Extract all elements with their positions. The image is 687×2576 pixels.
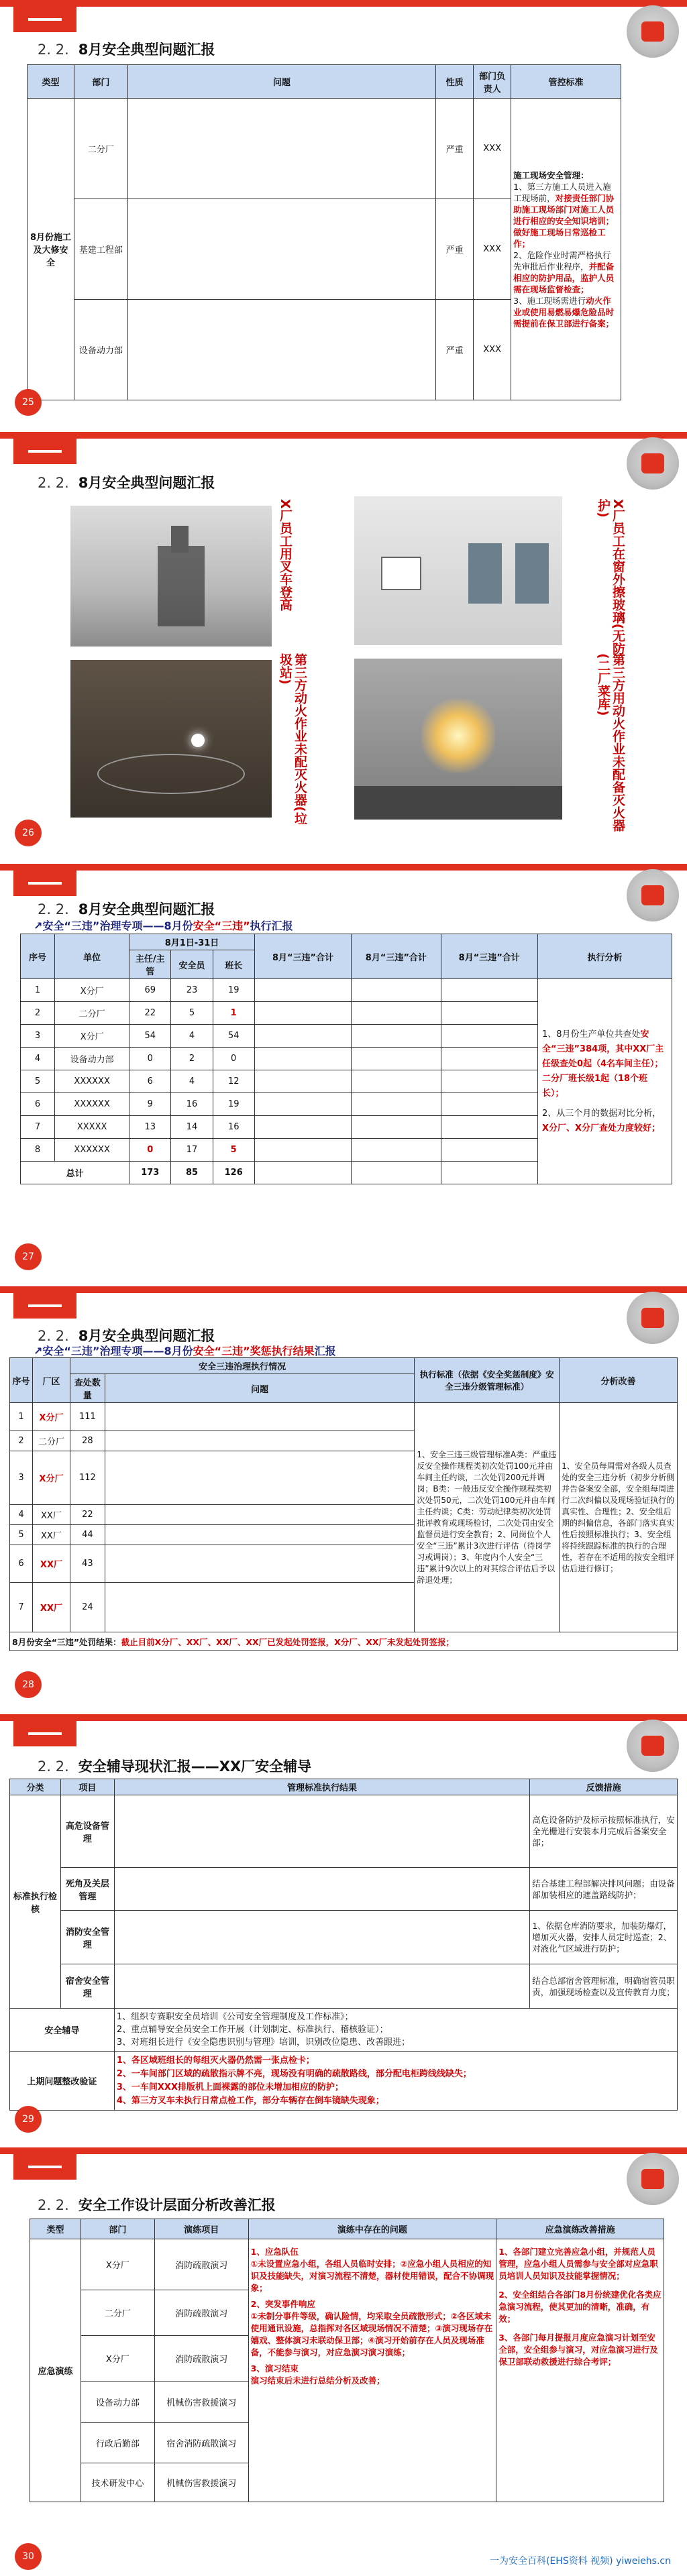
header-tab xyxy=(13,871,76,896)
slide-30 xyxy=(0,2147,687,2576)
slide-subtitle: ↗安全“三违”治理专项——8月份安全“三违”执行汇报 xyxy=(34,919,293,932)
footer-link[interactable]: 一为安全百科(EHS资料 视频) yiweiehs.cn xyxy=(489,2556,671,2567)
company-logo xyxy=(627,2153,679,2205)
page-number: 27 xyxy=(15,1243,42,1270)
caption-forklift: X厂员工用叉车登高 xyxy=(278,499,293,611)
caption-hot-work-kitchen: 第三方用动火作业未配备灭火器(二厂菜库) xyxy=(596,653,625,832)
slide-27 xyxy=(0,864,687,1276)
header-tab xyxy=(13,439,76,464)
slide-title: 2. 2. 安全工作设计层面分析改善汇报 xyxy=(38,2197,276,2213)
reward-table: 序号 厂区 安全三违治理执行情况 执行标准（依据《安全奖惩制度》安全三违分级管理标准） 分析改善 查处数量 问题 1 X分厂 111 1、安全三违三级管理标准A类：严重违反安全操作规程类初次处罚100元并由车间主任约谈，二次处罚200元并调岗；B类：一般违反安全操作规程类初次处罚50元，二次处罚100元并由车间主任约谈；C类：劳动纪律类初次处罚批评教育或现场检讨，二次处罚由安全监督员进行安全教育；2、同岗位个人安全“三违”累计3次进行评估（待岗学习或调岗）；3、年度内个人安全“三违”累计9次以上的对其综合评估后予以辞退处理； 1、安全员每周需对各级人员查处的安全三违分析（初步分析侧并告备案安全部，安全组每周进行二次纠偏以及现场验证执行的真实性、合理性；2、安全组后期的纠偏信息，各部门落实真实性后按照标准执行；3、安全组将持续跟踪标准的执行的合理性，若存在不适用的按安全组评估后进行修订； 2 二分厂 28 3 X分厂 112 4 XX厂 22 5 XX厂 44 6 XX厂 43 7 XX厂 24 8月份安全“三违”处罚结果：截止目前X分厂、XX厂、XX厂、XX厂已发起处罚签报，X分厂、XX厂未发起处罚签报； xyxy=(9,1357,678,1651)
top-bar xyxy=(0,864,687,871)
company-logo xyxy=(627,869,679,921)
slide-title: 2. 2. 安全辅导现状汇报——XX厂安全辅导 xyxy=(38,1758,312,1775)
header-tab xyxy=(13,1721,76,1746)
slide-title: 2. 2. 8月安全典型问题汇报 xyxy=(38,1328,215,1344)
caption-hot-work-garbage: 第三方动火作业未配灭火器(垃圾站) xyxy=(278,653,307,825)
slide-title: 2. 2. 8月安全典型问题汇报 xyxy=(38,475,215,491)
slide-26 xyxy=(0,432,687,853)
top-bar xyxy=(0,432,687,439)
page-number: 29 xyxy=(15,2106,42,2133)
drill-table: 类型 部门 演练项目 演练中存在的问题 应急演练改善措施 应急演练 X分厂 消防疏散演习 1、应急队伍 ①未设置应急小组，各组人员临时安排；②应急小组人员相应的知识及技能缺失，对演习流程不清楚，器材使用错误，配合不协调现象； 2、突发事件响应 ①未制分事件等级，确认险情，均采取全员疏散形式；②各区域未使用通讯设施，总指挥对各区域现场情况不清楚；③演习现场存在嬉戏、整体演习未联动保卫部；④演习开始前存在人员及现场准备，不能参与演习，对应急演习演习演练； 3、演习结束 演习结束后未进行总结分析及改善； 1、各部门建立完善应急小组，并规范人员管理，应急小组人员需参与安全部对应急职员培训人员知识及技能掌握情况； 2、安全组结合各部门8月份统建优化各类应急演习流程，使其更加的清晰，准确，有效； 3、各部门每月提报月度应急演习计划至安全部，安全组参与演习，对应急演习进行及保卫部联动救援进行综合考评； 二分厂 消防疏散演习 X分厂 消防疏散演习 设备动力部 机械伤害救援演习 行政后勤部 宿舍消防疏散演习 技术研发中心 机械伤害救援演习 xyxy=(30,2219,664,2502)
slide-title: 2. 2. 8月安全典型问题汇报 xyxy=(38,42,215,58)
company-logo xyxy=(627,437,679,490)
header-tab xyxy=(13,7,76,32)
page-number: 28 xyxy=(15,1671,42,1698)
photo-hot-work-kitchen xyxy=(354,659,562,820)
photo-window xyxy=(354,496,562,645)
top-bar xyxy=(0,1286,687,1293)
slide-25 xyxy=(0,0,687,421)
violation-table: 序号 单位 8月1日-31日 8月“三违”合计 8月“三违”合计 8月“三违”合计 执行分析 主任/主管 安全员 班长 1 X分厂 69 23 19 1、8月份生产单位共查处安全“三违”384项，其中XX厂主任级查处0起（4名车间主任）；二分厂班长级1起（18个班长）； 2、从三个月的数据对比分析，X分厂、X分厂查处力度较好； 2 二分厂 22 5 1 3 X分厂 54 4 54 4 设备动力部 0 2 0 5 XXXXXX 6 4 12 6 XXXXXX 9 16 19 7 XXXXX 13 14 16 8 XXXXXX 0 17 5 总计 173 85 126 xyxy=(20,934,672,1184)
page-number: 30 xyxy=(15,2543,42,2570)
photo-forklift xyxy=(70,506,272,647)
photo-hot-work-garbage xyxy=(70,660,272,818)
top-bar xyxy=(0,0,687,7)
page-number: 26 xyxy=(15,820,42,846)
tutoring-table: 分类 项目 管理标准执行结果 反馈措施 标准执行检核 高危设备管理 高危设备防护及标示按照标准执行，安全光栅进行安装本月完成后备案安全部； 死角及关层管理 结合基建工程部解决排风问题；由设备部加装相应的遮盖路线防护； 消防安全管理 1、依据仓库消防要求，加装防爆灯，增加灭火器，安排人员定时巡查；2、对液化气区域进行防护； 宿舍安全管理 结合总部宿舍管理标准，明确宿管员职责，加强现场检查以及宣传教育力度； 安全辅导 1、组织专赛职安全员培训《公司安全管理制度及工作标准》； 2、重点辅导安全员安全工作开展（计划制定、标准执行、稽核验证）； 3、对班组长进行《安全隐患识别与管理》培训，识别改位隐患、改善跟进； 上期问题整改验证 1、各区域班组长的每组灭火器仍然需一张点检卡； 2、一车间部门区域的疏散指示牌不亮，现场没有明确的疏散路线，部分配电柜跨线线缺失； 3、一车间XXX排版机上面裸露的部位未增加相应的防护； 4、第三方叉车未执行日常点检工作，部分车辆存在倒车镜缺失现象； xyxy=(9,1779,678,2111)
company-logo xyxy=(627,1720,679,1772)
page-number: 25 xyxy=(15,389,42,416)
top-bar xyxy=(0,1714,687,1721)
top-bar xyxy=(0,2147,687,2154)
header-tab xyxy=(13,2154,76,2180)
caption-window: X厂员工在窗外擦玻璃(无防护) xyxy=(596,499,625,655)
company-logo xyxy=(627,1292,679,1344)
slide-29 xyxy=(0,1714,687,2137)
header-tab xyxy=(13,1293,76,1319)
slide-title: 2. 2. 8月安全典型问题汇报 xyxy=(38,901,215,917)
slide-subtitle: ↗安全“三违”治理专项——8月份安全“三违”奖惩执行结果汇报 xyxy=(34,1345,336,1357)
issue-table: 类型 部门 问题 性质 部门负责人 管控标准 8月份施工及大修安全 二分厂 严重 XXX 施工现场安全管理： 1、第三方施工人员进入施工现场前，对接责任部门协助施工现场部门对施工人员进行相应的安全知识培训；做好施工现场日常巡检工作； 2、危险作业时需严格执行先审批后作业程序，并配备相应的防护用品，监护人员需在现场监督检查； 3、施工现场需进行动火作业或使用易燃易爆危险品时需提前在保卫部进行备案； 基建工程部 严重 XXX 设备动力部 严重 XXX xyxy=(27,64,621,400)
company-logo xyxy=(627,5,679,58)
slide-28 xyxy=(0,1286,687,1703)
